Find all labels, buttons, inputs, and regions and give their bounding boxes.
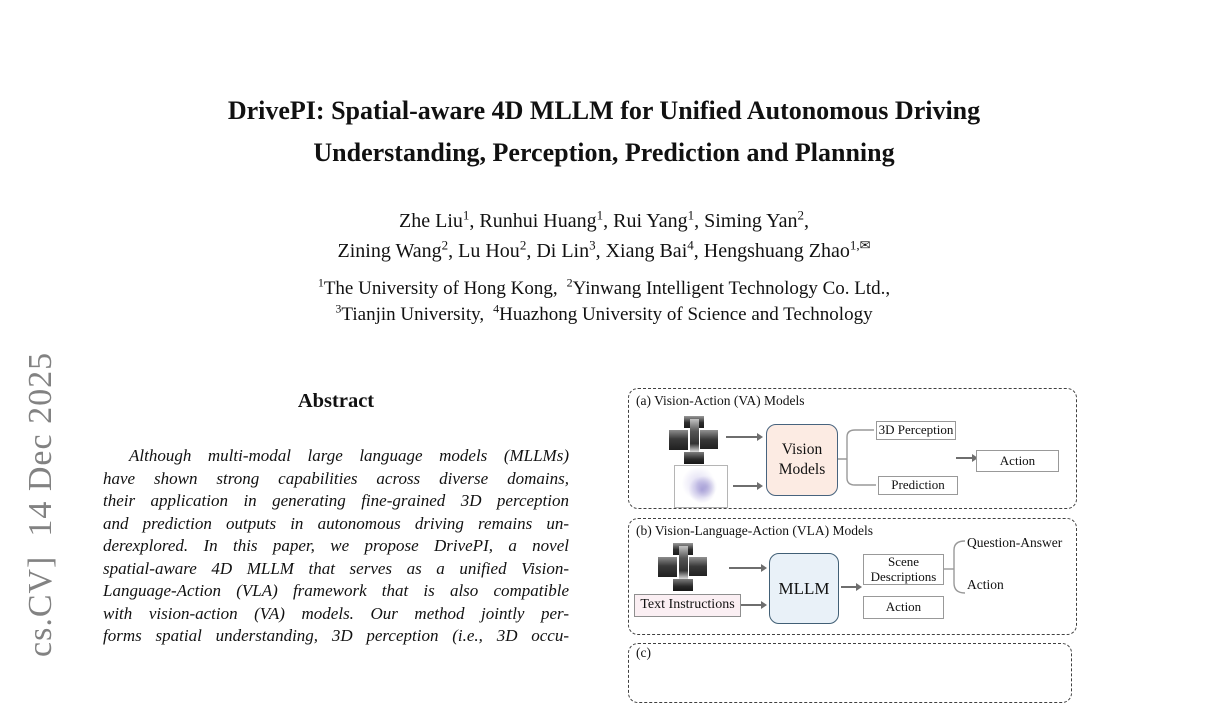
author: Siming Yan$^2$, (704, 207, 809, 232)
arrow-bev-to-vision-models (733, 485, 757, 487)
author-line1 (0, 206, 1208, 236)
abstract-line: their application in generating fine-grained 3D perception (103, 491, 569, 510)
paper-title (0, 90, 1208, 174)
author-affil-sup envelope-icon: 1,✉ (849, 237, 871, 253)
affiliation: $^3$Tianjin University, (335, 301, 485, 325)
3d-perception-box: 3D Perception (876, 421, 956, 440)
vision-models-box: Vision Models (766, 424, 838, 496)
author-line2 (0, 236, 1208, 266)
arrow-to-action (956, 457, 972, 459)
abstract-line: Language-Action (VLA) framework that is also compatible (103, 581, 569, 600)
affiliation: $^1$The University of Hong Kong, (317, 275, 558, 299)
mllm-box: MLLM (769, 553, 839, 624)
author: Di Lin$^3$, (536, 237, 606, 262)
action-box-a: Action (976, 450, 1059, 472)
panel-b-label: (b) Vision-Language-Action (VLA) Models (636, 523, 874, 538)
prediction-box: Prediction (878, 476, 958, 495)
scene-descriptions-box: Scene Descriptions (863, 554, 944, 585)
affiliations (0, 276, 1208, 328)
arxiv-watermark: cs.CV] 14 Dec 2025 (22, 351, 59, 657)
bev-lidar-icon (674, 465, 728, 508)
author-affil-sup: 1 (462, 207, 470, 223)
author-list (0, 206, 1208, 266)
author: Xiang Bai$^4$, (605, 237, 704, 262)
abstract-line: spatial-aware 4D MLLM that serves as a unified Vision- (103, 558, 569, 578)
abstract-body (103, 445, 569, 648)
paper-title-line2: Understanding, Perception, Prediction and Planning (313, 138, 895, 167)
abstract-line: with vision-action (VA) models. Our method jointly per- (103, 603, 569, 623)
panel-a-label: (a) Vision-Action (VA) Models (636, 393, 805, 408)
abstract-line: and prediction outputs in autonomous driving remains un- (103, 513, 569, 533)
abstract-line: forms spatial understanding, 3D perception (i.e., 3D occu- (103, 626, 569, 645)
arrow-cameras-to-mllm (729, 567, 761, 569)
action-box-b: Action (863, 596, 944, 619)
author-affil-sup: 3 (589, 237, 596, 253)
author: Runhui Huang$^1$, (479, 207, 614, 232)
figure-panel-b (628, 518, 1077, 635)
author: Zining Wang$^2$, (337, 237, 459, 262)
abstract-line: derexplored. In this paper, we propose DrivePI, a novel (103, 536, 569, 555)
abstract-line: have shown strong capabilities across diverse domains, (103, 468, 569, 488)
text-instructions-box: Text Instructions (634, 594, 741, 617)
abstract-line: Although multi-modal large language models (MLLMs) (129, 446, 569, 465)
figure-panel-a (628, 388, 1077, 509)
camera-views-icon (658, 543, 707, 591)
arrow-mllm-to-outputs (841, 586, 856, 588)
figure-panel-c (628, 643, 1072, 703)
camera-views-icon (669, 416, 718, 464)
author-affil-sup: 2 (797, 207, 804, 223)
author-affil-sup: 2 (519, 237, 527, 253)
action-out-label: Action (967, 577, 1004, 592)
author-affil-sup: 2 (441, 237, 449, 253)
affiliation-line1 (0, 276, 1208, 302)
author-affil-sup: 1 (596, 207, 604, 223)
author: Lu Hou$^2$, (458, 237, 537, 262)
arrow-cameras-to-vision-models (726, 436, 757, 438)
question-answer-label: Question-Answer (967, 535, 1063, 550)
affiliation-line2 (0, 302, 1208, 328)
author-affil-sup: 1 (687, 207, 695, 223)
author: Rui Yang$^1$, (613, 207, 705, 232)
author-affil-sup: 4 (687, 237, 694, 253)
paper-title-line1: DrivePI: Spatial-aware 4D MLLM for Unified Autonomous Driving (227, 96, 981, 125)
panel-c-label: (c) (636, 645, 651, 660)
affiliation: $^4$Huazhong University of Science and Technology (493, 301, 873, 325)
arrow-text-to-mllm (741, 604, 761, 606)
author: Zhe Liu$^1$, (399, 207, 480, 232)
abstract-heading: Abstract (297, 390, 375, 412)
affiliation: $^2$Yinwang Intelligent Technology Co. Ltd., (566, 275, 891, 299)
author: Hengshuang Zhao$^{1,✉}$ (703, 237, 871, 262)
